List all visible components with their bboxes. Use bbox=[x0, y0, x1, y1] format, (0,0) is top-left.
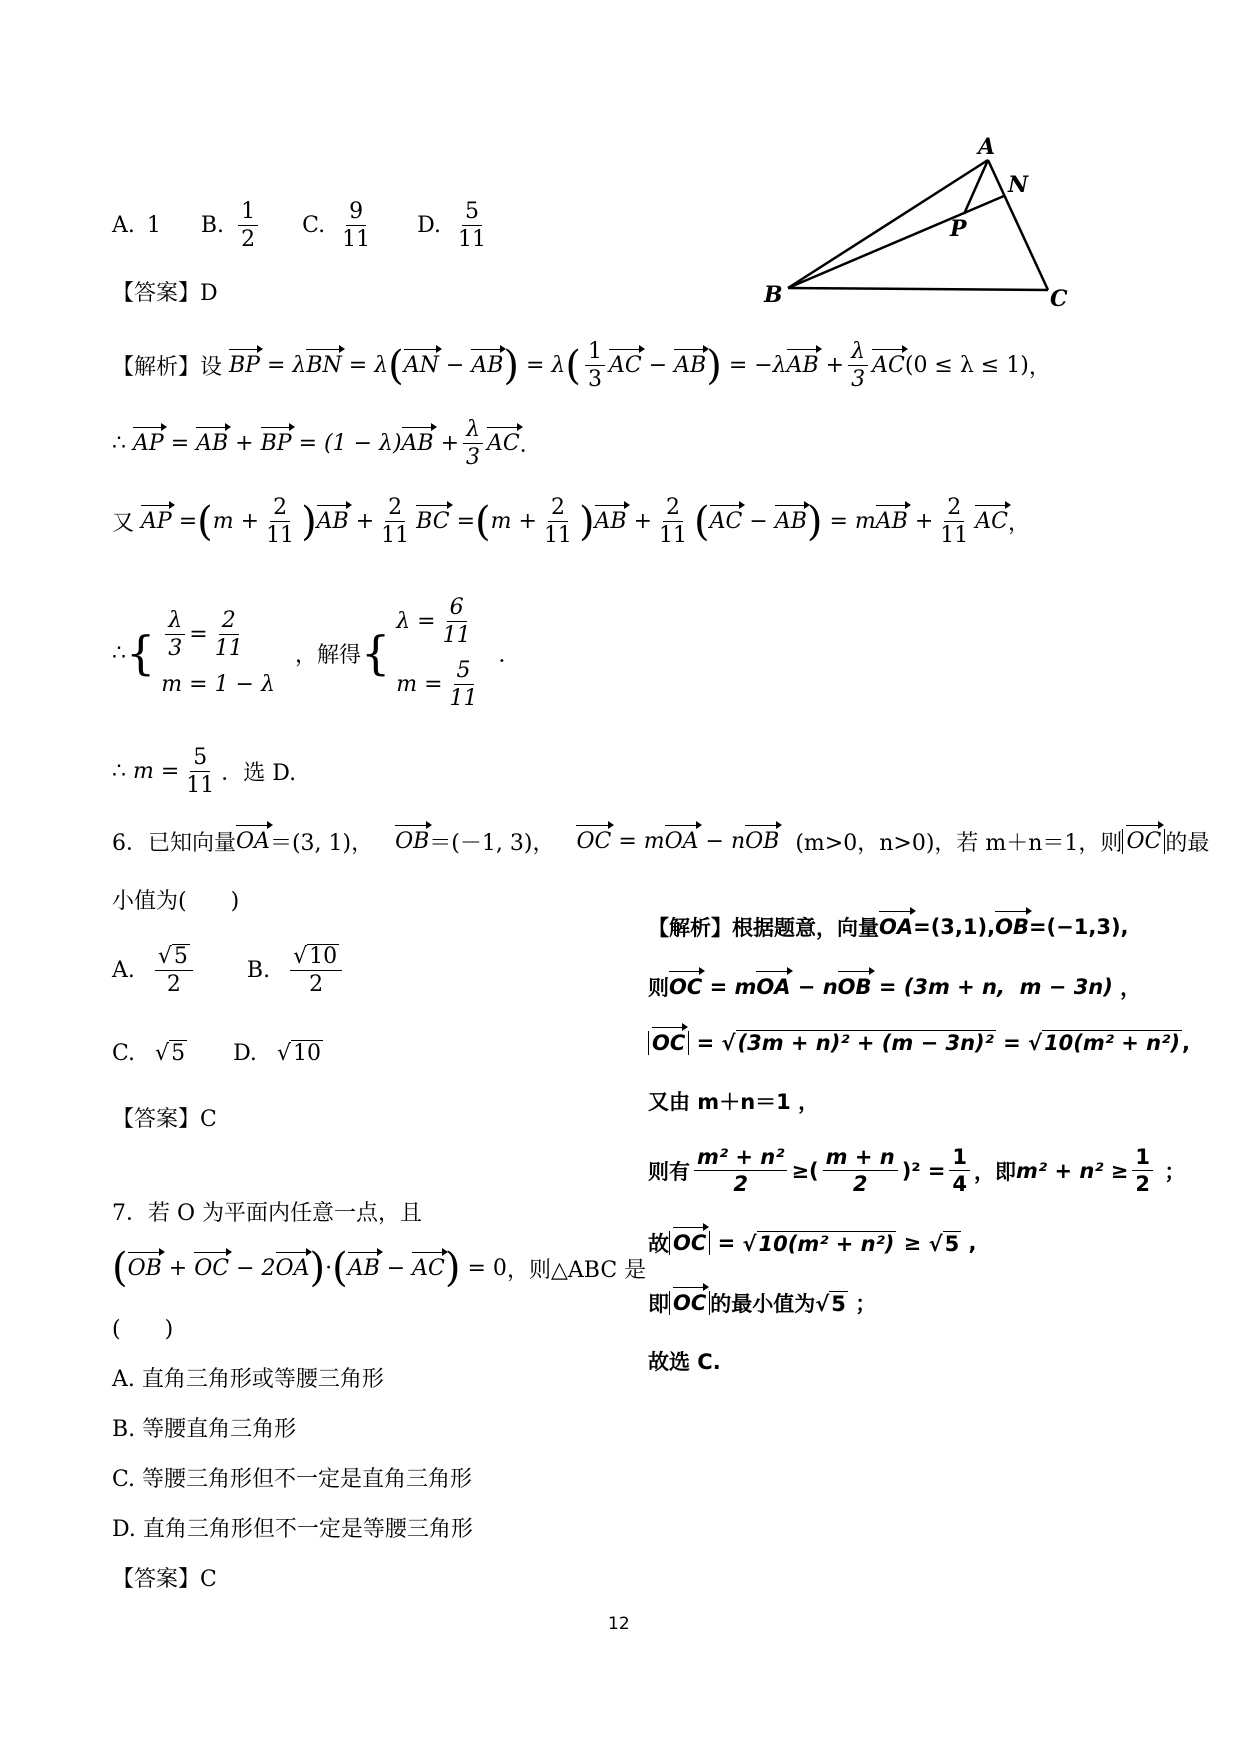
q6-sol-min: 的最小值为 bbox=[710, 1292, 816, 1316]
q6-oa-value: ＝(3, 1)， bbox=[269, 831, 374, 856]
q7-stem-suffix: ，则△ABC 是 bbox=[506, 1257, 647, 1283]
q7-answer: 【答案】C bbox=[112, 1567, 217, 1592]
segment-bn bbox=[788, 196, 1004, 288]
q6-ob-value: ＝(－1, 3)， bbox=[429, 831, 555, 856]
therefore-symbol-2: ∴ bbox=[112, 640, 126, 666]
q6-solution-line5: 则有 $\frac{\text{m² + n²}}{2}$ ≥( $\frac{m + n}{2}$ )² = $\frac{1}{4}$ ，即 m² + n² ≥ $\frac{1}{2}$ ； bbox=[648, 1145, 1186, 1197]
q5-again: 又 bbox=[112, 511, 135, 537]
q5-option-c-fraction: $\frac{9}{11}$ bbox=[342, 199, 371, 253]
q5-solution-line1: 【解析】设 BP = λBN = λ ( AN − AB ) = λ ( $\frac{1}{3}$ AC − AB ) = −λAB + $\frac{\lambda}{3}$ AC (0 ≤ λ ≤ 1) ， bbox=[112, 339, 1051, 393]
q6-option-c-label: C. bbox=[112, 1040, 136, 1066]
q6-solution-line3: OC = √ (3m + n)² + (m − 3n)² = √ 10(m² + n²) , bbox=[648, 1030, 1190, 1055]
vertex-c-label: C bbox=[1050, 286, 1068, 310]
q6-solution-line6: 故 OC = √ 10(m² + n²) ≥ √ 5 , bbox=[648, 1228, 977, 1258]
q5-option-d-label: D. bbox=[417, 213, 441, 239]
q6-solution-line7: 即 OC 的最小值为 √ 5 ； bbox=[648, 1288, 876, 1318]
q6-option-a-label: A. bbox=[112, 957, 135, 983]
point-p-label: P bbox=[950, 216, 967, 242]
q5-lambda-range: (0 ≤ λ ≤ 1) bbox=[904, 353, 1029, 379]
q7-option-c: C. 等腰三角形但不一定是直角三角形 bbox=[112, 1467, 473, 1492]
q5-solution-line2: ∴ AP = AB + BP = (1 − λ)AB + $\frac{\lambda}{3}$ AC ． bbox=[112, 417, 542, 471]
q6-options-cd: C. √ 5 D. √ 10 bbox=[112, 1040, 321, 1066]
q7-stem-paren: ( ) bbox=[112, 1317, 174, 1342]
q5-solved-text: ，解得 bbox=[294, 642, 361, 668]
q7-option-d: D. 直角三角形但不一定是等腰三角形 bbox=[112, 1517, 473, 1542]
q6-condition: (m>0，n>0)，若 m＋n＝1，则 bbox=[795, 831, 1123, 856]
q5-option-a-label: A. bbox=[112, 213, 135, 239]
q7-stem-line1: 7．若 O 为平面内任意一点，且 bbox=[112, 1201, 423, 1226]
q5-option-d-fraction: $\frac{5}{11}$ bbox=[457, 199, 486, 253]
q6-sol-then: 则 bbox=[648, 976, 669, 1000]
triangle-figure bbox=[750, 130, 1100, 310]
therefore-symbol: ∴ bbox=[112, 431, 126, 457]
q6-stem-suffix: 的最 bbox=[1165, 831, 1210, 856]
vertex-a-label: A bbox=[978, 134, 996, 160]
q5-option-a-value: 1 bbox=[146, 213, 161, 239]
q6-stem-line2: 小值为( ) bbox=[112, 889, 240, 914]
point-n-label: N bbox=[1008, 172, 1029, 198]
q5-solution-line3: 又 AP = ( m + $\frac{2}{11}$ ) AB + $\frac{2}{11}$ BC = ( m + $\frac{2}{11}$ ) AB + $\frac{2}{11}$ ( AC − AB ) = mAB + $\frac{2}{11}$ AC ， bbox=[112, 495, 1031, 549]
q5-option-b-label: B. bbox=[200, 213, 225, 239]
q5-option-b-fraction: $\frac{1}{2}$ bbox=[238, 200, 258, 251]
q5-options bbox=[112, 200, 493, 251]
q6-solution-line4: 又由 m＋n＝1 ， bbox=[648, 1090, 820, 1114]
q6-sol-have: 则有 bbox=[648, 1159, 690, 1184]
q6-option-b-label: B. bbox=[246, 957, 271, 983]
vertex-b-label: B bbox=[764, 282, 783, 308]
q7-option-b: B. 等腰直角三角形 bbox=[112, 1417, 297, 1442]
q5-solution-system: ∴ { $\frac{\lambda}{3}$ = $\frac{2}{11}$ m = 1 − λ ，解得 { λ = $\frac{6}{11}$ m = $\frac{5}{11}$ ． bbox=[112, 595, 521, 712]
therefore-symbol-3: ∴ bbox=[112, 759, 126, 785]
q6-solution-line2: 则 OC = mOA − nOB = (3m + n, m − 3n) ， bbox=[648, 972, 1141, 1002]
q6-stem-prefix: 6．已知向量 bbox=[112, 831, 236, 856]
q6-sol-namely: 即 bbox=[648, 1292, 669, 1316]
q7-stem-line2: ( OB + OC − 2OA ) · ( AB − AC ) = 0 ，则△ABC 是 bbox=[112, 1245, 647, 1291]
q6-solution-line8: 故选 C. bbox=[648, 1350, 721, 1374]
q6-options-ab: A. √ 5 2 B. √ 10 2 bbox=[112, 944, 346, 996]
q6-option-d-label: D. bbox=[233, 1040, 257, 1066]
page-number: 12 bbox=[608, 1614, 630, 1634]
q5-solution-lead: 【解析】设 bbox=[112, 355, 223, 381]
q5-final-choice: ．选 D. bbox=[221, 761, 297, 787]
q6-stem-line1: 6．已知向量 OA ＝(3, 1)， OB ＝(－1, 3)， OC = mOA − nOB (m>0，n>0)，若 m＋n＝1，则 OC 的最 bbox=[112, 826, 1209, 857]
segment-bc bbox=[788, 288, 1048, 290]
q6-sol-ie: ，即 bbox=[974, 1159, 1017, 1184]
q6-answer: 【答案】C bbox=[112, 1107, 217, 1132]
q7-option-a: A. 直角三角形或等腰三角形 bbox=[112, 1367, 384, 1392]
q5-option-c-label: C. bbox=[302, 213, 326, 239]
q6-solution-line1: 【解析】根据题意，向量 OA =(3,1), OB =(−1,3), bbox=[648, 912, 1129, 942]
q5-solution-final: ∴ m = $\frac{5}{11}$ ．选 D. bbox=[112, 745, 297, 799]
q6-sol-hence: 故 bbox=[648, 1232, 669, 1256]
q5-answer: 【答案】D bbox=[112, 281, 218, 306]
q6-sol-lead: 【解析】根据题意，向量 bbox=[648, 916, 879, 940]
